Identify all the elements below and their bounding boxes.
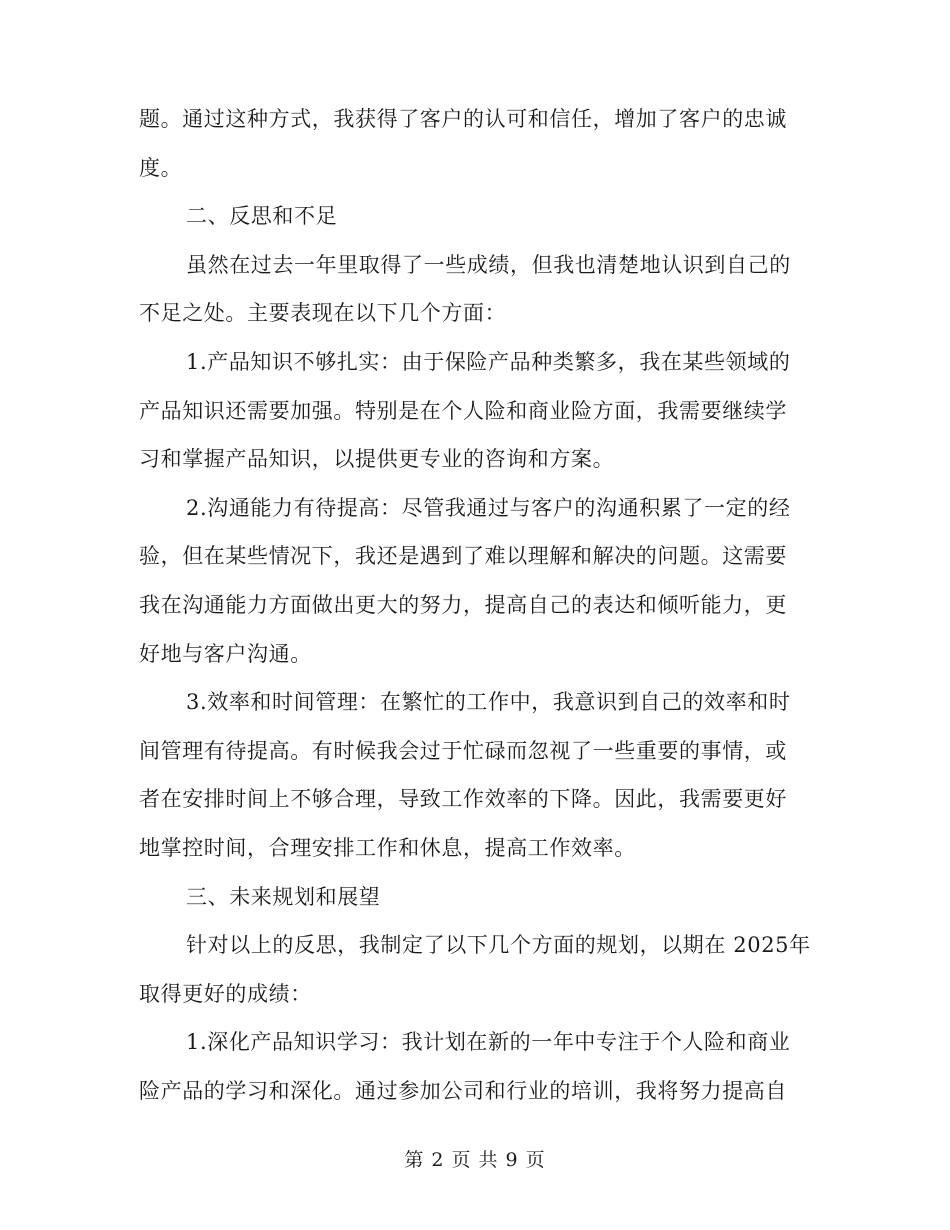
body-line: 间管理有待提高。有时候我会过于忙碌而忽视了一些重要的事情，或: [139, 738, 787, 763]
body-line: 题。通过这种方式，我获得了客户的认可和信任，增加了客户的忠诚: [139, 107, 787, 131]
body-line: 针对以上的反思，我制定了以下几个方面的规划，以期在 2025年: [186, 933, 811, 958]
page-number-footer: 第 2 页 共 9 页: [404, 1149, 546, 1171]
body-line: 取得更好的成绩：: [139, 981, 312, 1006]
list-item-line: 2.沟通能力有待提高：尽管我通过与客户的沟通积累了一定的经: [186, 495, 791, 520]
body-line: 习和掌握产品知识，以提供更专业的咨询和方案。: [139, 447, 615, 472]
body-line: 我在沟通能力方面做出更大的努力，提高自己的表达和倾听能力，更: [139, 592, 787, 617]
body-line: 验，但在某些情况下，我还是遇到了难以理解和解决的问题。这需要: [139, 544, 787, 569]
body-line: 度。: [139, 155, 183, 180]
body-line: 地掌控时间，合理安排工作和休息，提高工作效率。: [139, 835, 636, 860]
body-line: 者在安排时间上不够合理，导致工作效率的下降。因此，我需要更好: [139, 787, 787, 812]
section-heading: 二、反思和不足: [186, 204, 338, 229]
list-item-line: 3.效率和时间管理：在繁忙的工作中，我意识到自己的效率和时: [186, 690, 791, 715]
body-line: 险产品的学习和深化。通过参加公司和行业的培训，我将努力提高自: [139, 1078, 787, 1103]
list-item-line: 1.产品知识不够扎实：由于保险产品种类繁多，我在某些领域的: [186, 349, 791, 374]
list-item-line: 1.深化产品知识学习：我计划在新的一年中专注于个人险和商业: [186, 1030, 791, 1055]
document-body: [139, 95, 811, 1115]
body-line: 虽然在过去一年里取得了一些成绩，但我也清楚地认识到自己的: [186, 252, 791, 277]
body-line: 好地与客户沟通。: [139, 641, 312, 666]
body-line: 不足之处。主要表现在以下几个方面：: [139, 301, 507, 326]
section-heading: 三、未来规划和展望: [186, 884, 381, 909]
body-line: 产品知识还需要加强。特别是在个人险和商业险方面，我需要继续学: [139, 398, 787, 423]
